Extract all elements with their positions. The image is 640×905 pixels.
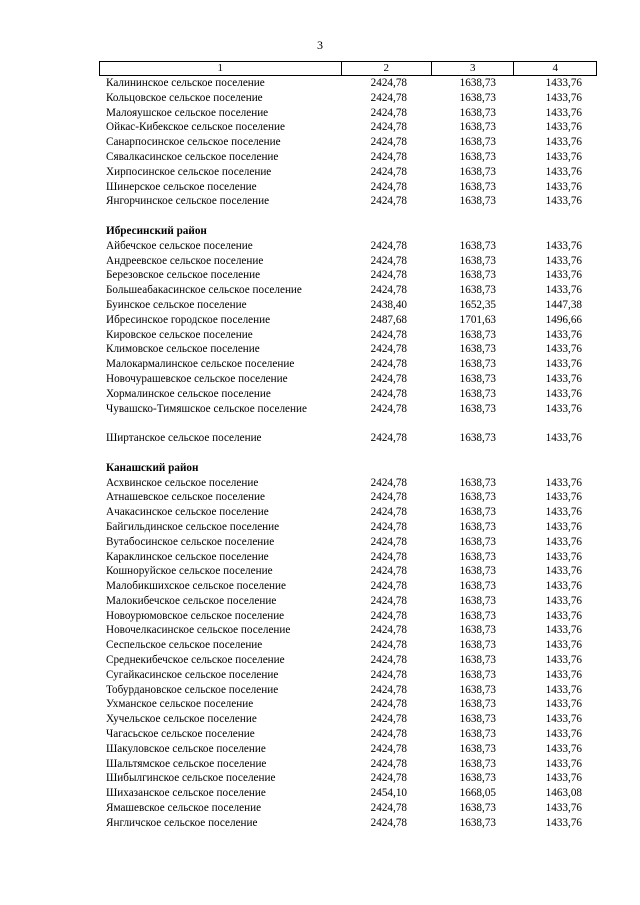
district-heading: [0, 461, 640, 476]
value-col-2: 2424,78: [370, 580, 407, 593]
value-col-3: 1668,05: [459, 787, 496, 800]
value-col-3: 1638,73: [459, 121, 496, 134]
table-row: [0, 609, 640, 624]
settlement-name: Шихазанское сельское поселение: [106, 787, 266, 800]
value-col-2: 2424,78: [370, 668, 407, 681]
value-col-4: 1433,76: [545, 580, 582, 593]
value-col-2: 2424,78: [370, 372, 407, 385]
value-col-3: 1638,73: [459, 668, 496, 681]
column-header-1: 1: [100, 62, 342, 76]
value-col-3: 1638,73: [459, 565, 496, 578]
value-col-4: 1433,76: [545, 239, 582, 252]
value-col-3: 1638,73: [459, 802, 496, 815]
value-col-4: 1433,76: [545, 77, 582, 89]
value-col-4: 1433,76: [545, 565, 582, 578]
value-col-4: 1433,76: [545, 136, 582, 149]
settlement-name: Атнашевское сельское поселение: [106, 491, 265, 504]
value-col-2: 2424,78: [370, 432, 407, 445]
settlement-name: Вутабосинское сельское поселение: [106, 535, 275, 548]
table-row: [0, 786, 640, 801]
table-row: [0, 239, 640, 254]
value-col-4: 1433,76: [545, 180, 582, 193]
value-col-4: 1433,76: [545, 387, 582, 400]
value-col-2: 2424,78: [370, 358, 407, 371]
value-col-3: 1638,73: [459, 594, 496, 607]
table-row: [0, 638, 640, 653]
settlement-name: Ачакасинское сельское поселение: [106, 506, 269, 519]
table-row: [0, 254, 640, 269]
table-row: [0, 535, 640, 550]
value-col-2: 2424,78: [370, 254, 407, 267]
settlement-name: Байгильдинское сельское поселение: [106, 520, 280, 533]
value-col-2: 2424,78: [370, 136, 407, 149]
settlement-name: Среднекибечское сельское поселение: [106, 654, 285, 667]
table-row: [0, 165, 640, 180]
value-col-4: 1433,76: [545, 668, 582, 681]
value-col-4: 1433,76: [545, 594, 582, 607]
value-col-3: 1638,73: [459, 77, 496, 89]
table-row: [0, 283, 640, 298]
table-row: [0, 372, 640, 387]
settlement-name: Ухманское сельское поселение: [106, 698, 254, 711]
district-title: Канашский район: [106, 461, 199, 474]
value-col-4: 1433,76: [545, 550, 582, 563]
value-col-3: 1701,63: [459, 313, 496, 326]
settlement-name: Березовское сельское поселение: [106, 269, 261, 282]
value-col-3: 1638,73: [459, 150, 496, 163]
column-header-table: [99, 61, 597, 76]
value-col-2: 2424,78: [370, 491, 407, 504]
table-row: [0, 387, 640, 402]
value-col-4: 1433,76: [545, 816, 582, 829]
value-col-2: 2424,78: [370, 550, 407, 563]
table-row: [0, 816, 640, 831]
value-col-3: 1638,73: [459, 269, 496, 282]
value-col-2: 2424,78: [370, 150, 407, 163]
value-col-2: 2454,10: [370, 787, 407, 800]
table-row: [0, 594, 640, 609]
settlement-name: Шибылгинское сельское поселение: [106, 772, 276, 785]
value-col-3: 1638,73: [459, 254, 496, 267]
value-col-3: 1638,73: [459, 284, 496, 297]
value-col-4: 1433,76: [545, 402, 582, 415]
value-col-4: 1463,08: [545, 787, 582, 800]
value-col-2: 2424,78: [370, 535, 407, 548]
value-col-3: 1638,73: [459, 506, 496, 519]
value-col-3: 1638,73: [459, 683, 496, 696]
settlement-name: Малокармалинское сельское поселение: [106, 358, 295, 371]
table-row: [0, 106, 640, 121]
value-col-2: 2424,78: [370, 772, 407, 785]
value-col-2: 2424,78: [370, 106, 407, 119]
value-col-4: 1433,76: [545, 358, 582, 371]
value-col-3: 1638,73: [459, 520, 496, 533]
value-col-3: 1638,73: [459, 402, 496, 415]
table-row: [0, 579, 640, 594]
value-col-3: 1638,73: [459, 195, 496, 208]
section-spacer: [0, 446, 640, 461]
value-col-2: 2487,68: [370, 313, 407, 326]
value-col-2: 2424,78: [370, 239, 407, 252]
value-col-2: 2438,40: [370, 298, 407, 311]
table-row: [0, 328, 640, 343]
table-row: [0, 76, 640, 91]
table-body: [0, 76, 640, 831]
value-col-3: 1638,73: [459, 742, 496, 755]
settlement-name: Айбечское сельское поселение: [106, 239, 253, 252]
table-row: [0, 653, 640, 668]
table-row: [0, 520, 640, 535]
value-col-2: 2424,78: [370, 284, 407, 297]
value-col-2: 2424,78: [370, 683, 407, 696]
table-row: [0, 91, 640, 106]
column-header-4: 4: [514, 62, 597, 76]
table-row: [0, 120, 640, 135]
value-col-2: 2424,78: [370, 180, 407, 193]
settlement-name: Чувашско-Тимяшское сельское поселение: [106, 402, 307, 415]
table-row: [0, 476, 640, 491]
settlement-name: Сеспельское сельское поселение: [106, 639, 263, 652]
district-heading: [0, 224, 640, 239]
table-row: [0, 342, 640, 357]
table-row: [0, 313, 640, 328]
table-row: [0, 623, 640, 638]
value-col-2: 2424,78: [370, 343, 407, 356]
settlement-name: Кировское сельское поселение: [106, 328, 253, 341]
settlement-name: Калининское сельское поселение: [106, 77, 265, 89]
table-row: [0, 135, 640, 150]
value-col-3: 1638,73: [459, 476, 496, 489]
value-col-4: 1433,76: [545, 802, 582, 815]
table-row: [0, 564, 640, 579]
settlement-name: Малокибечское сельское поселение: [106, 594, 277, 607]
value-col-4: 1433,76: [545, 713, 582, 726]
settlement-name: Новоурюмовское сельское поселение: [106, 609, 285, 622]
value-col-2: 2424,78: [370, 624, 407, 637]
value-col-3: 1638,73: [459, 535, 496, 548]
settlement-name: Тобурдановское сельское поселение: [106, 683, 279, 696]
value-col-2: 2424,78: [370, 594, 407, 607]
value-col-3: 1638,73: [459, 772, 496, 785]
value-col-2: 2424,78: [370, 121, 407, 134]
value-col-4: 1433,76: [545, 432, 582, 445]
value-col-3: 1638,73: [459, 550, 496, 563]
settlement-name: Климовское сельское поселение: [106, 343, 260, 356]
value-col-4: 1433,76: [545, 91, 582, 104]
value-col-3: 1638,73: [459, 165, 496, 178]
value-col-2: 2424,78: [370, 195, 407, 208]
settlement-name: Хучельское сельское поселение: [106, 713, 257, 726]
value-col-3: 1638,73: [459, 624, 496, 637]
district-title: Ибресинский район: [106, 224, 207, 237]
page-number: 3: [317, 38, 323, 52]
value-col-3: 1638,73: [459, 728, 496, 741]
value-col-3: 1638,73: [459, 343, 496, 356]
value-col-2: 2424,78: [370, 476, 407, 489]
table-row: [0, 298, 640, 313]
value-col-4: 1433,76: [545, 757, 582, 770]
value-col-2: 2424,78: [370, 654, 407, 667]
value-col-2: 2424,78: [370, 77, 407, 89]
value-col-3: 1638,73: [459, 639, 496, 652]
settlement-name: Малобикшихское сельское поселение: [106, 580, 286, 593]
value-col-2: 2424,78: [370, 713, 407, 726]
value-col-3: 1638,73: [459, 698, 496, 711]
value-col-4: 1433,76: [545, 372, 582, 385]
value-col-4: 1433,76: [545, 254, 582, 267]
settlement-name: Ибресинское городское поселение: [106, 313, 271, 326]
table-row: [0, 180, 640, 195]
value-col-3: 1638,73: [459, 816, 496, 829]
value-col-2: 2424,78: [370, 328, 407, 341]
value-col-3: 1638,73: [459, 491, 496, 504]
value-col-2: 2424,78: [370, 698, 407, 711]
value-col-2: 2424,78: [370, 402, 407, 415]
value-col-3: 1638,73: [459, 328, 496, 341]
table-row: [0, 550, 640, 565]
value-col-2: 2424,78: [370, 742, 407, 755]
value-col-4: 1433,76: [545, 728, 582, 741]
settlement-name: Кольцовское сельское поселение: [106, 91, 263, 104]
value-col-4: 1433,76: [545, 269, 582, 282]
value-col-4: 1433,76: [545, 654, 582, 667]
value-col-2: 2424,78: [370, 757, 407, 770]
settlement-name: Чагасьское сельское поселение: [106, 728, 255, 741]
table-row: [0, 431, 640, 446]
table-row: [0, 742, 640, 757]
table-row: [0, 771, 640, 786]
value-col-2: 2424,78: [370, 165, 407, 178]
value-col-4: 1433,76: [545, 106, 582, 119]
settlement-name: Новочелкасинское сельское поселение: [106, 624, 291, 637]
value-col-4: 1433,76: [545, 328, 582, 341]
table-row: [0, 268, 640, 283]
value-col-4: 1433,76: [545, 742, 582, 755]
settlement-name: Асхвинское сельское поселение: [106, 476, 259, 489]
value-col-3: 1638,73: [459, 372, 496, 385]
value-col-4: 1433,76: [545, 343, 582, 356]
value-col-2: 2424,78: [370, 609, 407, 622]
table-row: [0, 757, 640, 772]
value-col-4: 1433,76: [545, 520, 582, 533]
value-col-2: 2424,78: [370, 506, 407, 519]
value-col-3: 1638,73: [459, 580, 496, 593]
value-col-4: 1433,76: [545, 698, 582, 711]
value-col-3: 1638,73: [459, 757, 496, 770]
value-col-4: 1433,76: [545, 284, 582, 297]
settlement-name: Шинерское сельское поселение: [106, 180, 257, 193]
settlement-name: Сугайкасинское сельское поселение: [106, 668, 279, 681]
value-col-3: 1638,73: [459, 180, 496, 193]
value-col-2: 2424,78: [370, 520, 407, 533]
settlement-name: Хирпосинское сельское поселение: [106, 165, 272, 178]
value-col-3: 1638,73: [459, 713, 496, 726]
settlement-name: Сявалкасинское сельское поселение: [106, 150, 279, 163]
settlement-name: Андреевское сельское поселение: [106, 254, 264, 267]
value-col-4: 1433,76: [545, 535, 582, 548]
value-col-4: 1433,76: [545, 150, 582, 163]
value-col-3: 1638,73: [459, 358, 496, 371]
settlement-name: Хормалинское сельское поселение: [106, 387, 271, 400]
value-col-3: 1638,73: [459, 106, 496, 119]
value-col-4: 1447,38: [545, 298, 582, 311]
value-col-4: 1433,76: [545, 609, 582, 622]
value-col-2: 2424,78: [370, 639, 407, 652]
value-col-4: 1433,76: [545, 476, 582, 489]
value-col-2: 2424,78: [370, 91, 407, 104]
value-col-4: 1433,76: [545, 165, 582, 178]
value-col-2: 2424,78: [370, 387, 407, 400]
table-row: [0, 150, 640, 165]
settlement-name: Ямашевское сельское поселение: [106, 802, 262, 815]
settlement-name: Янгорчинское сельское поселение: [106, 195, 270, 208]
table-row: [0, 712, 640, 727]
settlement-name: Малояушское сельское поселение: [106, 106, 269, 119]
settlement-name: Буинское сельское поселение: [106, 298, 247, 311]
value-col-4: 1496,66: [545, 313, 582, 326]
value-col-4: 1433,76: [545, 121, 582, 134]
value-col-3: 1638,73: [459, 654, 496, 667]
value-col-4: 1433,76: [545, 491, 582, 504]
table-row: [0, 801, 640, 816]
settlement-name: Шакуловское сельское поселение: [106, 742, 266, 755]
value-col-2: 2424,78: [370, 565, 407, 578]
value-col-2: 2424,78: [370, 269, 407, 282]
value-col-4: 1433,76: [545, 639, 582, 652]
settlement-name: Новочурашевское сельское поселение: [106, 372, 288, 385]
settlement-name: Санарпосинское сельское поселение: [106, 136, 281, 149]
column-header-3: 3: [431, 62, 514, 76]
value-col-2: 2424,78: [370, 816, 407, 829]
table-row: [0, 668, 640, 683]
settlement-name: Караклинское сельское поселение: [106, 550, 269, 563]
table-row: [0, 505, 640, 520]
section-spacer: [0, 209, 640, 224]
table-row: [0, 697, 640, 712]
settlement-name: Большеабакасинское сельское поселение: [106, 284, 302, 297]
value-col-3: 1638,73: [459, 432, 496, 445]
settlement-name: Ширтанское сельское поселение: [106, 432, 262, 445]
value-col-3: 1638,73: [459, 387, 496, 400]
value-col-3: 1638,73: [459, 609, 496, 622]
table-row: [0, 490, 640, 505]
value-col-3: 1638,73: [459, 239, 496, 252]
table-row: [0, 402, 640, 432]
table-row: [0, 727, 640, 742]
table-row: [0, 194, 640, 209]
value-col-4: 1433,76: [545, 195, 582, 208]
table-row: [0, 357, 640, 372]
settlement-name: Кошноруйское сельское поселение: [106, 565, 273, 578]
settlement-name: Шальтямское сельское поселение: [106, 757, 267, 770]
value-col-3: 1638,73: [459, 136, 496, 149]
value-col-2: 2424,78: [370, 728, 407, 741]
settlement-name: Ойкас-Кибекское сельское поселение: [106, 121, 285, 134]
column-header-row: [100, 62, 597, 76]
column-header-2: 2: [341, 62, 431, 76]
value-col-4: 1433,76: [545, 772, 582, 785]
value-col-2: 2424,78: [370, 802, 407, 815]
settlement-name: Янгличское сельское поселение: [106, 816, 258, 829]
value-col-3: 1638,73: [459, 91, 496, 104]
value-col-3: 1652,35: [459, 298, 496, 311]
value-col-4: 1433,76: [545, 624, 582, 637]
value-col-4: 1433,76: [545, 506, 582, 519]
value-col-4: 1433,76: [545, 683, 582, 696]
table-row: [0, 683, 640, 698]
